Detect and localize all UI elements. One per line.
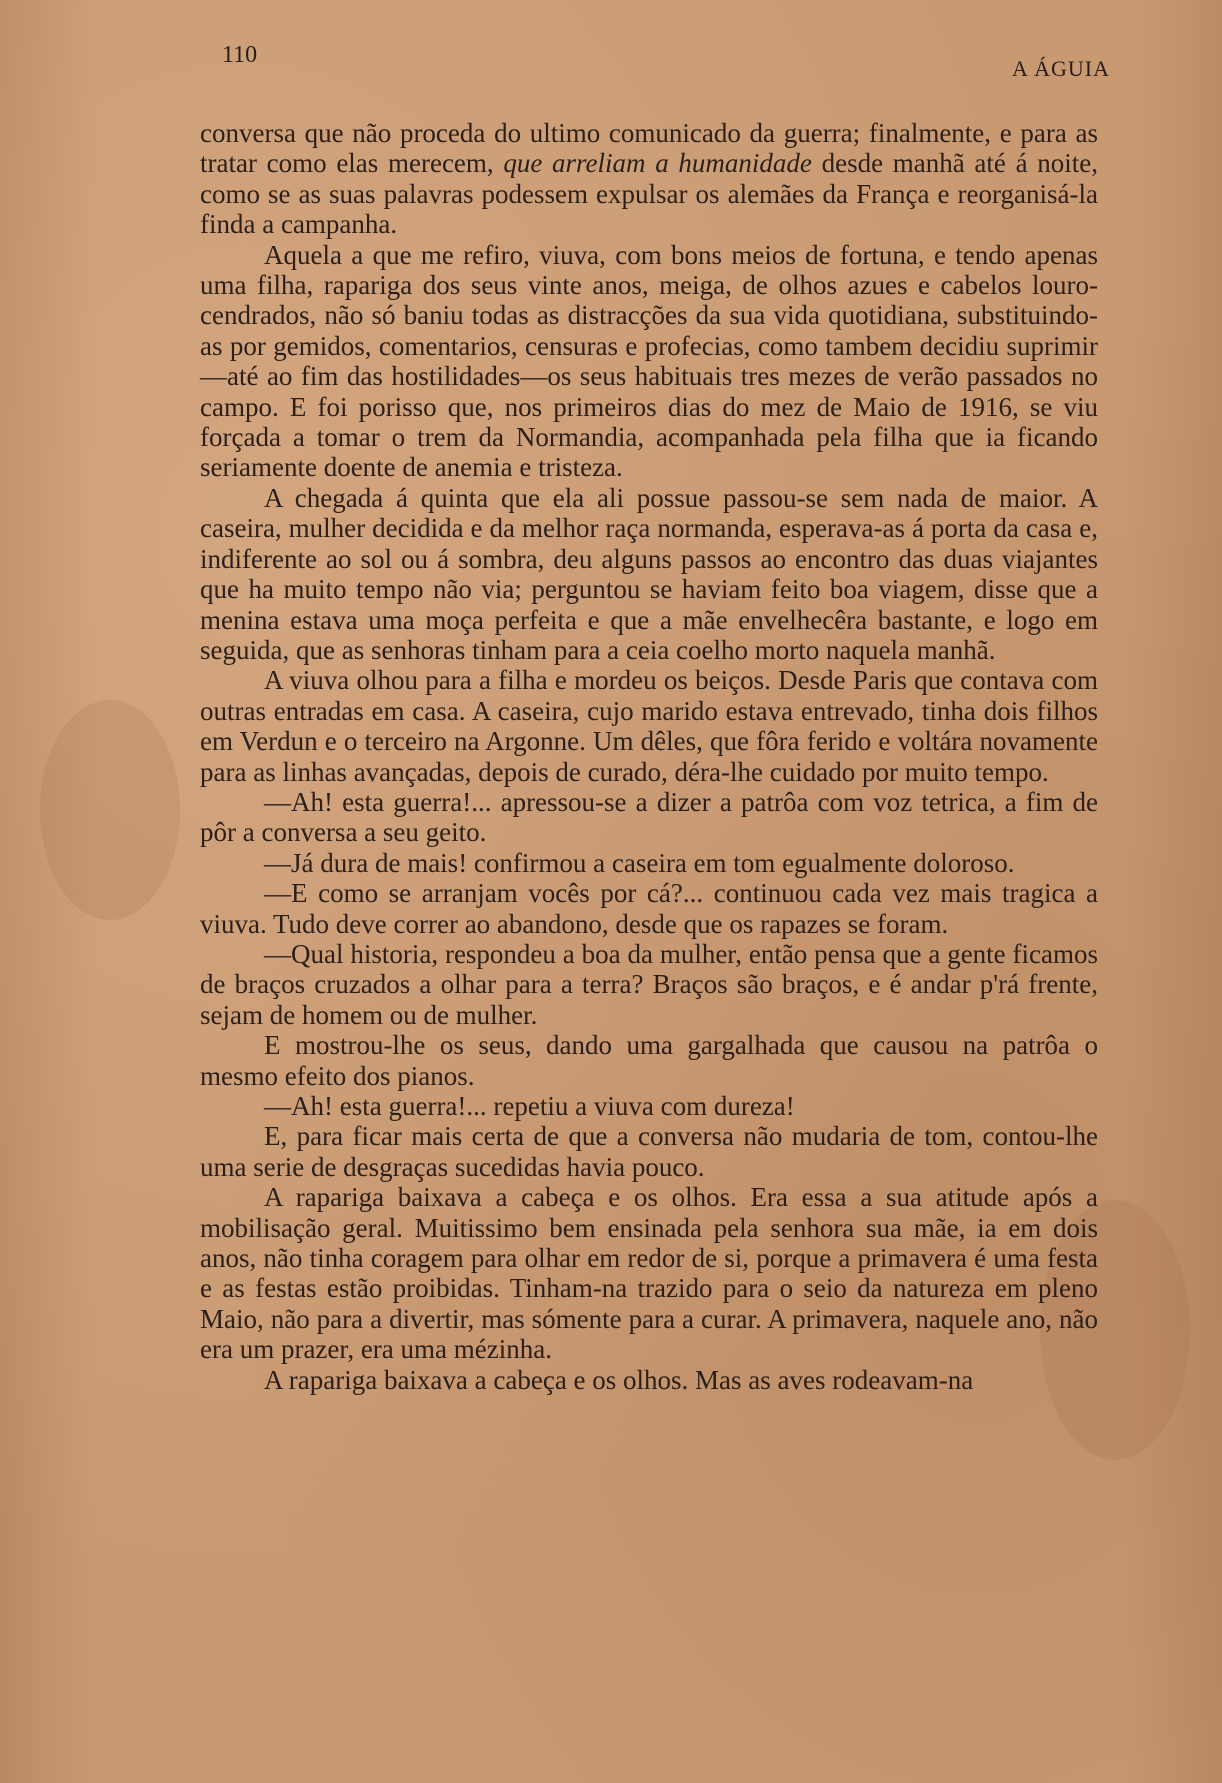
running-head: A ÁGUIA [1011, 56, 1110, 81]
body-text [200, 118, 1098, 1395]
paragraph: A rapariga baixava a cabeça e os olhos. Era essa a sua atitude após a mobilisação geral. Muitissimo bem ensinada pela senhora sua mãe, ia em dois anos, não tinha coragem para olhar em redor de si, porque a primavera é uma festa e as festas estão proibidas. Tinham-na trazido para o seio da natureza em pleno Maio, não para a divertir, mas sómente para a curar. A primavera, naquele ano, não era um prazer, era uma mézinha. [200, 1182, 1098, 1365]
paragraph: —Já dura de mais! confirmou a caseira em tom egualmente doloroso. [264, 847, 1015, 878]
paragraph: A viuva olhou para a filha e mordeu os beiços. Desde Paris que contava com outras entradas em casa. A caseira, cujo marido estava entrevado, tinha dois filhos em Verdun e o terceiro na Argonne. Um dêles, que fôra ferido e voltára novamente para as linhas avançadas, depois de curado, déra-lhe cuidado por muito tempo. [200, 665, 1098, 787]
paragraph: —Ah! esta guerra!... apressou-se a dizer a patrôa com voz tetrica, a fim de pôr a conversa a seu geito. [200, 786, 1098, 848]
paragraph: Aquela a que me refiro, viuva, com bons meios de fortuna, e tendo apenas uma filha, rapariga dos seus vinte anos, meiga, de olhos azues e cabelos louro-cendrados, não só baniu todas as distracções da sua vida quotidiana, substituindo-as por gemidos, comentarios, censuras e profecias, como tambem decidiu suprimir—até ao fim das hostilidades—os seus habituais tres mezes de verão passados no campo. E foi porisso que, nos primeiros dias do mez de Maio de 1916, se viu forçada a tomar o trem da Normandia, acompanhada pela filha que ia ficando seriamente doente de anemia e tristeza. [200, 239, 1098, 483]
paper-stain [40, 700, 180, 920]
paragraph: —Ah! esta guerra!... repetiu a viuva com dureza! [264, 1091, 795, 1121]
paragraph: E mostrou-lhe os seus, dando uma gargalhada que causou na patrôa o mesmo efeito dos pianos. [200, 1030, 1098, 1091]
paragraph: A chegada á quinta que ela ali possue passou-se sem nada de maior. A caseira, mulher decidida e da melhor raça normanda, esperava-as á porta da casa e, indiferente ao sol ou á sombra, deu alguns passos ao encontro das duas viajantes que ha muito tempo não via; perguntou se haviam feito boa viagem, disse que a menina estava uma moça perfeita e que a mãe envelhecêra bastante, e logo em seguida, que as senhoras tinham para a ceia coelho morto naquela manhã. [200, 482, 1098, 665]
paragraph: —Qual historia, respondeu a boa da mulher, então pensa que a gente ficamos de braços cruzados a olhar para a terra? Braços são braços, e é andar p'rá frente, sejam de homem ou de mulher. [200, 938, 1098, 1030]
page-header [222, 36, 1110, 86]
emphasis: que arreliam a humanidade [503, 148, 812, 179]
paragraph: E, para ficar mais certa de que a conversa não mudaria de tom, contou-lhe uma serie de desgraças sucedidas havia pouco. [200, 1121, 1098, 1182]
paragraph: —E como se arranjam vocês por cá?... continuou cada vez mais tragica a viuva. Tudo deve correr ao abandono, desde que os rapazes se foram. [200, 878, 1098, 939]
paragraph: conversa que não proceda do ultimo comunicado da guerra; finalmente, e para as tratar como elas merecem, que arreliam a humanidade desde manhã até á noite, como se as suas palavras podessem expulsar os alemães da França e reorganisá-la finda a campanha. [200, 118, 1098, 240]
paragraph: A rapariga baixava a cabeça e os olhos. Mas as aves rodeavam-na [264, 1364, 974, 1395]
page-number: 110 [222, 42, 258, 68]
